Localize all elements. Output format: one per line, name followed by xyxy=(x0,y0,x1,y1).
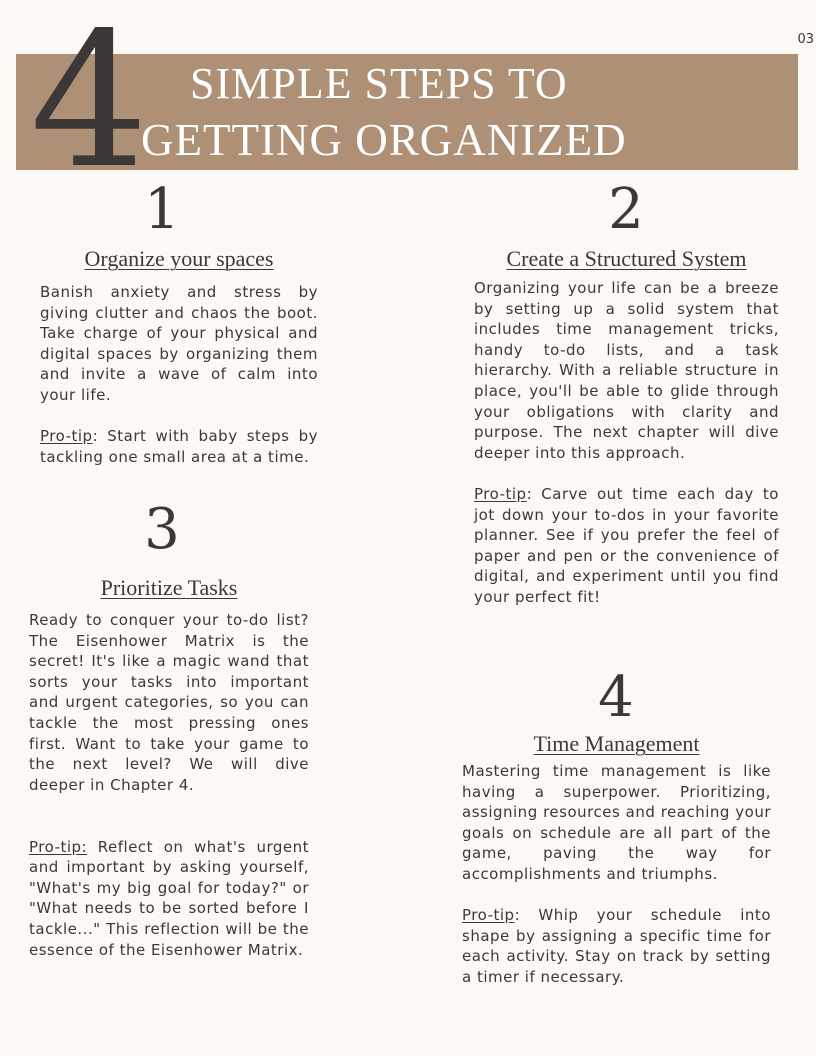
step-2-number: 2 xyxy=(608,177,644,242)
step-3-heading: Prioritize Tasks xyxy=(100,575,238,600)
step-1-heading: Organize your spaces xyxy=(84,246,274,271)
step-1-tip-text: : Start with baby steps by tackling one small area at a time. xyxy=(40,427,318,466)
step-2-body xyxy=(474,278,779,608)
step-4-heading: Time Management xyxy=(533,731,700,756)
step-2-heading: Create a Structured System xyxy=(506,246,747,271)
step-4-tip-label: Pro-tip xyxy=(462,906,515,925)
step-3-body-text: Ready to conquer your to-do list? The Eisenhower Matrix is the secret! It's like a magic wand that sorts your tasks into important and urgent categories, so you can tackle the most pressing ones first. Want to take your game to the next level? We will dive deeper in Chapter 4. xyxy=(29,611,309,794)
step-1-number: 1 xyxy=(144,177,180,242)
step-3-tip-label: Pro-tip: xyxy=(29,837,88,856)
page-number: 03 xyxy=(797,32,814,47)
step-2-tip-text: : Carve out time each day to jot down your to-dos in your favorite planner. See if you prefer the feel of paper and pen or the convenience of digital, and experiment until you find your perfect fit! xyxy=(474,484,779,606)
step-3-body xyxy=(29,610,309,960)
step-2-body-text: Organizing your life can be a breeze by setting up a solid system that includes time management tricks, handy to-do lists, and a task hierarchy. With a reliable structure in place, you'll be able to glide through your obligations with clarity and purpose. The next chapter will dive deeper into this approach. xyxy=(474,279,779,462)
step-4-body-text: Mastering time management is like having a superpower. Prioritizing, assigning resources and reaching your goals on schedule are all part of the game, paving the way for accomplishments and triumphs. xyxy=(462,762,771,883)
step-1-body-text: Banish anxiety and stress by giving clutter and chaos the boot. Take charge of your physical and digital spaces by organizing them and invite a wave of calm into your life. xyxy=(40,283,318,404)
title-line-2: GETTING ORGANIZED xyxy=(141,115,627,165)
step-3-tip-text: Reflect on what's urgent and important by asking yourself, "What's my big goal for today?" or "What needs to be sorted before I tackle..." This reflection will be the essence of the Eisenhower Matrix. xyxy=(29,837,309,959)
step-4-body xyxy=(462,761,771,988)
title-line-1: SIMPLE STEPS TO xyxy=(190,59,568,108)
step-4-number: 4 xyxy=(598,665,634,730)
step-2-tip-label: Pro-tip xyxy=(474,484,527,503)
step-4-tip-text: : Whip your schedule into shape by assigning a specific time for each activity. Stay on track by setting a timer if necessary. xyxy=(462,906,771,986)
step-3-number: 3 xyxy=(144,497,180,562)
big-number-four: 4 xyxy=(30,0,145,209)
step-1-body xyxy=(40,282,318,467)
step-1-tip-label: Pro-tip xyxy=(40,427,93,446)
